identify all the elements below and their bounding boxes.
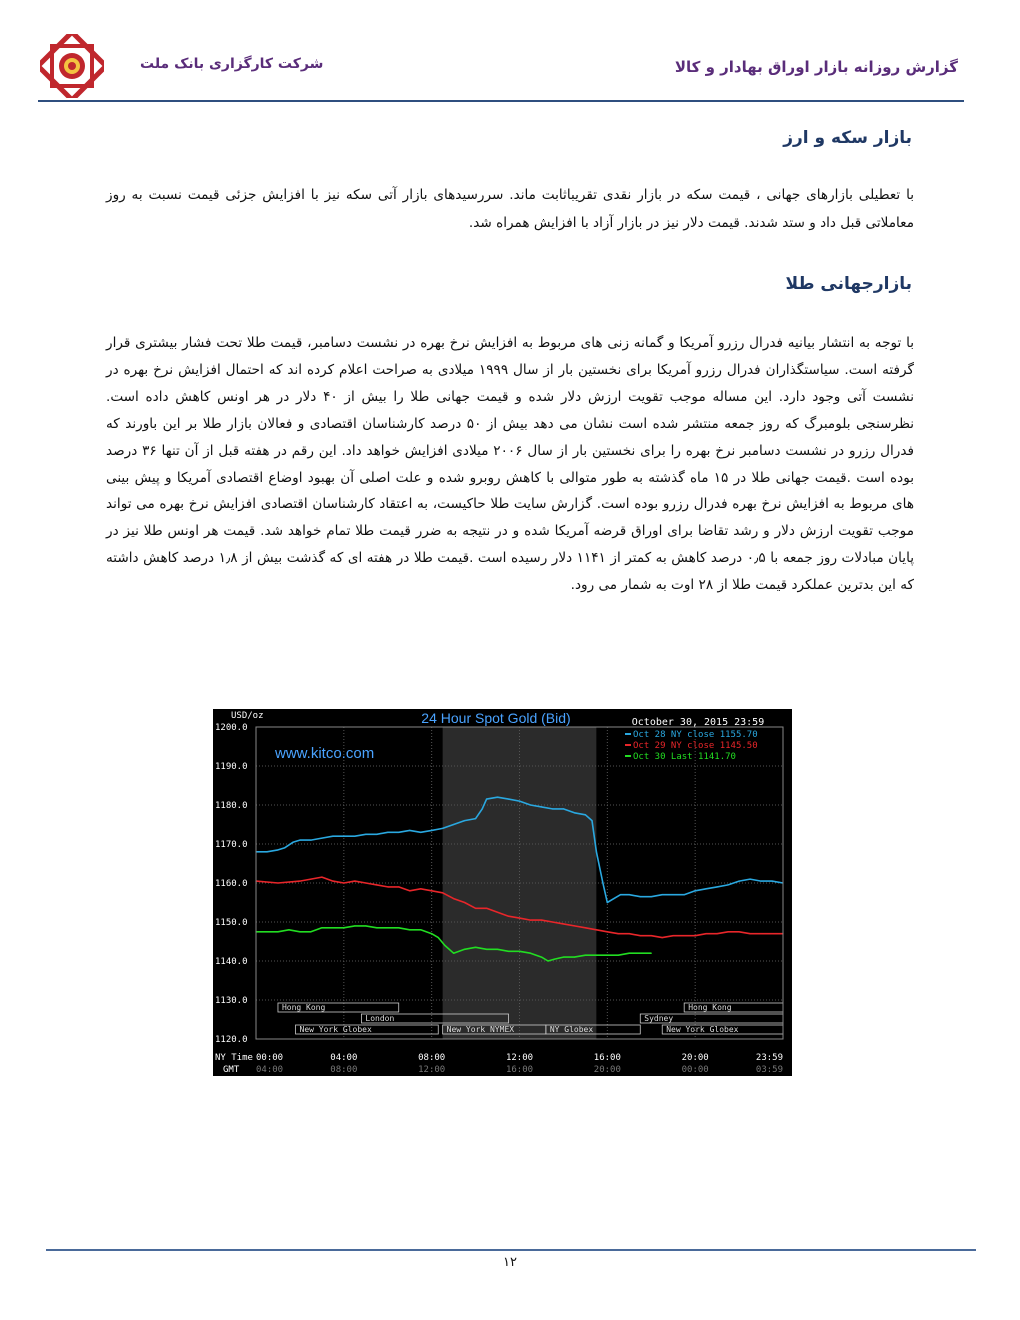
series-point bbox=[453, 824, 454, 825]
series-point bbox=[684, 894, 685, 895]
series-point bbox=[530, 953, 531, 954]
y-tick-label: 1140.0 bbox=[215, 957, 248, 967]
series-point bbox=[343, 882, 344, 883]
series-point bbox=[651, 935, 652, 936]
gold-price-chart bbox=[213, 709, 792, 1076]
series-point bbox=[541, 806, 542, 807]
series-point bbox=[354, 836, 355, 837]
trading-session-label: New York NYMEX bbox=[446, 1025, 515, 1034]
series-point bbox=[673, 894, 674, 895]
series-point bbox=[563, 923, 564, 924]
y-tick-label: 1160.0 bbox=[215, 879, 248, 889]
series-point bbox=[541, 957, 542, 958]
series-point bbox=[563, 957, 564, 958]
series-point bbox=[420, 888, 421, 889]
legend-entry: Oct 29 NY close 1145.50 bbox=[633, 741, 758, 751]
series-point bbox=[266, 931, 267, 932]
series-point bbox=[662, 894, 663, 895]
series-point bbox=[706, 933, 707, 934]
series-point bbox=[332, 836, 333, 837]
x-tick-label-gmt: 08:00 bbox=[330, 1065, 358, 1075]
series-point bbox=[673, 935, 674, 936]
x-tick-label-ny: 08:00 bbox=[418, 1053, 446, 1063]
bank-mellat-logo bbox=[40, 34, 104, 98]
ny-time-label: NY Time bbox=[215, 1053, 253, 1063]
series-point bbox=[444, 945, 445, 946]
series-point bbox=[332, 881, 333, 882]
y-tick-label: 1180.0 bbox=[215, 801, 248, 811]
series-point bbox=[717, 886, 718, 887]
x-tick-label-gmt: 04:00 bbox=[256, 1065, 284, 1075]
series-point bbox=[508, 951, 509, 952]
section-heading-coin-currency: بازار سکه و ارز bbox=[783, 128, 912, 148]
trading-session-label: New York Globex bbox=[299, 1025, 372, 1034]
y-tick-label: 1200.0 bbox=[215, 723, 248, 733]
series-point bbox=[332, 927, 333, 928]
series-point bbox=[607, 955, 608, 956]
x-tick-label-ny: 00:00 bbox=[256, 1053, 284, 1063]
series-point bbox=[376, 834, 377, 835]
series-point bbox=[409, 890, 410, 891]
series-point bbox=[662, 937, 663, 938]
chart-watermark: www.kitco.com bbox=[275, 745, 375, 762]
series-point bbox=[574, 957, 575, 958]
trading-session-label: Hong Kong bbox=[281, 1003, 326, 1012]
chart-svg bbox=[213, 709, 792, 1076]
series-point bbox=[607, 931, 608, 932]
series-point bbox=[547, 960, 548, 961]
series-point bbox=[310, 931, 311, 932]
series-point bbox=[293, 842, 294, 843]
series-point bbox=[591, 820, 592, 821]
section-heading-world-gold: بازارجهانی طلا bbox=[785, 274, 912, 294]
series-point bbox=[486, 799, 487, 800]
series-point bbox=[453, 953, 454, 954]
series-point bbox=[310, 879, 311, 880]
x-tick-label-ny: 12:00 bbox=[505, 1053, 534, 1063]
header-divider bbox=[38, 100, 964, 102]
series-point bbox=[453, 898, 454, 899]
series-point bbox=[365, 882, 366, 883]
series-point bbox=[596, 851, 597, 852]
y-tick-label: 1120.0 bbox=[215, 1035, 248, 1045]
x-tick-label-gmt: 12:00 bbox=[418, 1065, 446, 1075]
footer-divider bbox=[46, 1249, 976, 1251]
series-point bbox=[387, 927, 388, 928]
x-tick-label-ny: 20:00 bbox=[681, 1053, 709, 1063]
series-point bbox=[602, 882, 603, 883]
series-point bbox=[684, 935, 685, 936]
series-point bbox=[585, 927, 586, 928]
series-point bbox=[299, 840, 300, 841]
series-point bbox=[464, 949, 465, 950]
series-point bbox=[530, 804, 531, 805]
series-point bbox=[409, 929, 410, 930]
series-point bbox=[613, 898, 614, 899]
series-point bbox=[508, 916, 509, 917]
series-point bbox=[640, 935, 641, 936]
chart-date: October 30, 2015 23:59 bbox=[631, 717, 765, 728]
series-point bbox=[321, 927, 322, 928]
series-point bbox=[365, 834, 366, 835]
chart-title: 24 Hour Spot Gold (Bid) bbox=[421, 710, 571, 726]
series-point bbox=[651, 896, 652, 897]
series-point bbox=[420, 929, 421, 930]
x-tick-label-gmt: 00:00 bbox=[681, 1065, 709, 1075]
series-point bbox=[398, 927, 399, 928]
trading-session-label: Hong Kong bbox=[688, 1003, 732, 1012]
series-point bbox=[554, 959, 555, 960]
series-point bbox=[519, 918, 520, 919]
series-point bbox=[717, 933, 718, 934]
series-point bbox=[771, 881, 772, 882]
series-point bbox=[365, 925, 366, 926]
series-point bbox=[695, 935, 696, 936]
series-point bbox=[607, 902, 608, 903]
series-point bbox=[530, 920, 531, 921]
x-tick-label-gmt: 03:59 bbox=[755, 1065, 783, 1075]
series-point bbox=[651, 953, 652, 954]
series-point bbox=[284, 847, 285, 848]
series-point bbox=[695, 890, 696, 891]
y-tick-label: 1130.0 bbox=[215, 996, 248, 1006]
series-point bbox=[475, 908, 476, 909]
series-point bbox=[277, 931, 278, 932]
trading-session-label: New York Globex bbox=[666, 1025, 739, 1034]
series-point bbox=[288, 929, 289, 930]
report-title: گزارش روزانه بازار اوراق بهادار و کالا bbox=[674, 58, 958, 76]
series-point bbox=[376, 927, 377, 928]
series-point bbox=[739, 881, 740, 882]
series-point bbox=[574, 812, 575, 813]
series-point bbox=[376, 884, 377, 885]
gmt-label: GMT bbox=[223, 1065, 240, 1075]
series-point bbox=[574, 925, 575, 926]
series-point bbox=[321, 838, 322, 839]
series-point bbox=[387, 886, 388, 887]
x-tick-label-gmt: 20:00 bbox=[593, 1065, 621, 1075]
series-point bbox=[728, 884, 729, 885]
series-point bbox=[620, 894, 621, 895]
series-point bbox=[596, 929, 597, 930]
series-point bbox=[497, 912, 498, 913]
trading-session-label: Sydney bbox=[644, 1014, 674, 1023]
series-point bbox=[706, 888, 707, 889]
page-number: ۱۲ bbox=[503, 1255, 517, 1270]
series-point bbox=[750, 933, 751, 934]
series-point bbox=[760, 933, 761, 934]
series-point bbox=[519, 801, 520, 802]
series-point bbox=[771, 933, 772, 934]
y-tick-label: 1150.0 bbox=[215, 918, 248, 928]
x-tick-label-ny: 23:59 bbox=[755, 1053, 783, 1063]
series-point bbox=[497, 949, 498, 950]
series-point bbox=[750, 879, 751, 880]
series-point bbox=[475, 818, 476, 819]
series-point bbox=[431, 890, 432, 891]
trading-session-label: NY Globex bbox=[549, 1025, 594, 1034]
series-point bbox=[585, 814, 586, 815]
series-point bbox=[299, 881, 300, 882]
series-point bbox=[640, 896, 641, 897]
series-point bbox=[486, 949, 487, 950]
series-point bbox=[442, 828, 443, 829]
series-point bbox=[420, 832, 421, 833]
series-point bbox=[442, 892, 443, 893]
company-name: شرکت کارگزاری بانک ملت bbox=[140, 56, 324, 72]
series-point bbox=[438, 937, 439, 938]
series-point bbox=[618, 955, 619, 956]
section-body-coin-currency: با تعطیلی بازارهای جهانی ، قیمت سکه در بازار نقدی تقریباثابت ماند. سررسیدهای بازار آتی سکه نیز با افزایش جزئی قیمت نسبت به روز معاملاتی قبل داد و ستد شدند. قیمت دلار نیز در بازار آزاد با افزایش همراه شد. bbox=[106, 187, 914, 231]
series-point bbox=[409, 830, 410, 831]
series-point bbox=[277, 849, 278, 850]
series-point bbox=[618, 933, 619, 934]
y-tick-label: 1170.0 bbox=[215, 840, 248, 850]
series-point bbox=[398, 832, 399, 833]
series-point bbox=[464, 902, 465, 903]
series-point bbox=[541, 920, 542, 921]
series-point bbox=[299, 931, 300, 932]
chart-ylabel: USD/oz bbox=[231, 711, 264, 721]
series-point bbox=[629, 953, 630, 954]
series-point bbox=[354, 925, 355, 926]
series-point bbox=[482, 808, 483, 809]
series-point bbox=[728, 931, 729, 932]
series-point bbox=[354, 881, 355, 882]
x-tick-label-ny: 04:00 bbox=[330, 1053, 358, 1063]
series-point bbox=[486, 908, 487, 909]
series-point bbox=[629, 933, 630, 934]
series-point bbox=[508, 799, 509, 800]
series-point bbox=[387, 832, 388, 833]
series-point bbox=[431, 933, 432, 934]
trading-session-label: London bbox=[365, 1014, 395, 1023]
y-tick-label: 1190.0 bbox=[215, 762, 248, 772]
series-point bbox=[343, 927, 344, 928]
series-point bbox=[266, 851, 267, 852]
series-point bbox=[321, 877, 322, 878]
series-point bbox=[277, 882, 278, 883]
series-point bbox=[519, 951, 520, 952]
series-point bbox=[343, 836, 344, 837]
series-point bbox=[497, 797, 498, 798]
series-point bbox=[760, 881, 761, 882]
series-point bbox=[739, 931, 740, 932]
series-point bbox=[552, 808, 553, 809]
series-point bbox=[640, 953, 641, 954]
series-point bbox=[475, 947, 476, 948]
series-point bbox=[398, 886, 399, 887]
series-point bbox=[464, 820, 465, 821]
series-point bbox=[563, 808, 564, 809]
legend-entry: Oct 30 Last 1141.70 bbox=[633, 752, 736, 762]
series-point bbox=[552, 921, 553, 922]
x-tick-label-ny: 16:00 bbox=[593, 1053, 621, 1063]
series-point bbox=[431, 830, 432, 831]
series-point bbox=[585, 955, 586, 956]
legend-entry: Oct 28 NY close 1155.70 bbox=[633, 730, 758, 740]
series-point bbox=[310, 840, 311, 841]
section-body-world-gold: با توجه به انتشار بیانیه فدرال رزرو آمریکا و گمانه زنی های مربوط به افزایش نرخ بهره در نشست دسامبر، قیمت طلا تحت فشار بیشتری قرار گرفته است. سیاستگذاران فدرال رزرو آمریکا برای نخستین بار از سال ۱۹۹۹ میلادی به صراحت اعلام کرده اند که احتمال افزایش نرخ بهره در نشست آتی وجود دارد. این مساله موجب تقویت ارزش دلار شده و قیمت جهانی طلا را بیش از ۴۰ دلار در هر اونس کاهش داده است. نظرسنجی بلومبرگ که روز جمعه منتشر شده است نشان می دهد بیش از ۵۰ درصد کارشناسان اقتصادی و فعالان بازار طلا بر این باورند که فدرال رزرو در نشست دسامبر نرخ بهره را برای نخستین بار از سال ۲۰۰۶ میلادی افزایش خواهد داد. این رقم در هفته قبل از آن تنها ۳۶ درصد بوده است .قیمت جهانی طلا در ۱۵ ماه گذشته به طور متوالی با کاهش روبرو شده و علت اصلی آن بهبود اوضاع اقتصادی آمریکا و پیش بینی های مربوط به افزایش نرخ بهره فدرال رزرو بوده است. گزارش سایت طلا حاکیست، به اعتقاد کارشناسان اقتصادی افزایش نرخ بهره می تواند موجب تقویت ارزش دلار و رشد تقاضا برای اوراق قرضه آمریکا شده و در نتیجه به ضرر قیمت طلا تمام خواهد شد. قیمت هر اونس طلا نیز در پایان مبادلات روز جمعه با ۰٫۵ درصد کاهش به کمتر از ۱۱۴۱ دلار رسیده است .قیمت طلا در هفته ای که گذشت بیش از ۱٫۸ درصد کاهش داشته که این بدترین عملکرد قیمت طلا از ۲۸ اوت به شمار می رود. bbox=[106, 335, 915, 594]
series-point bbox=[596, 955, 597, 956]
x-tick-label-gmt: 16:00 bbox=[505, 1065, 534, 1075]
series-point bbox=[629, 894, 630, 895]
